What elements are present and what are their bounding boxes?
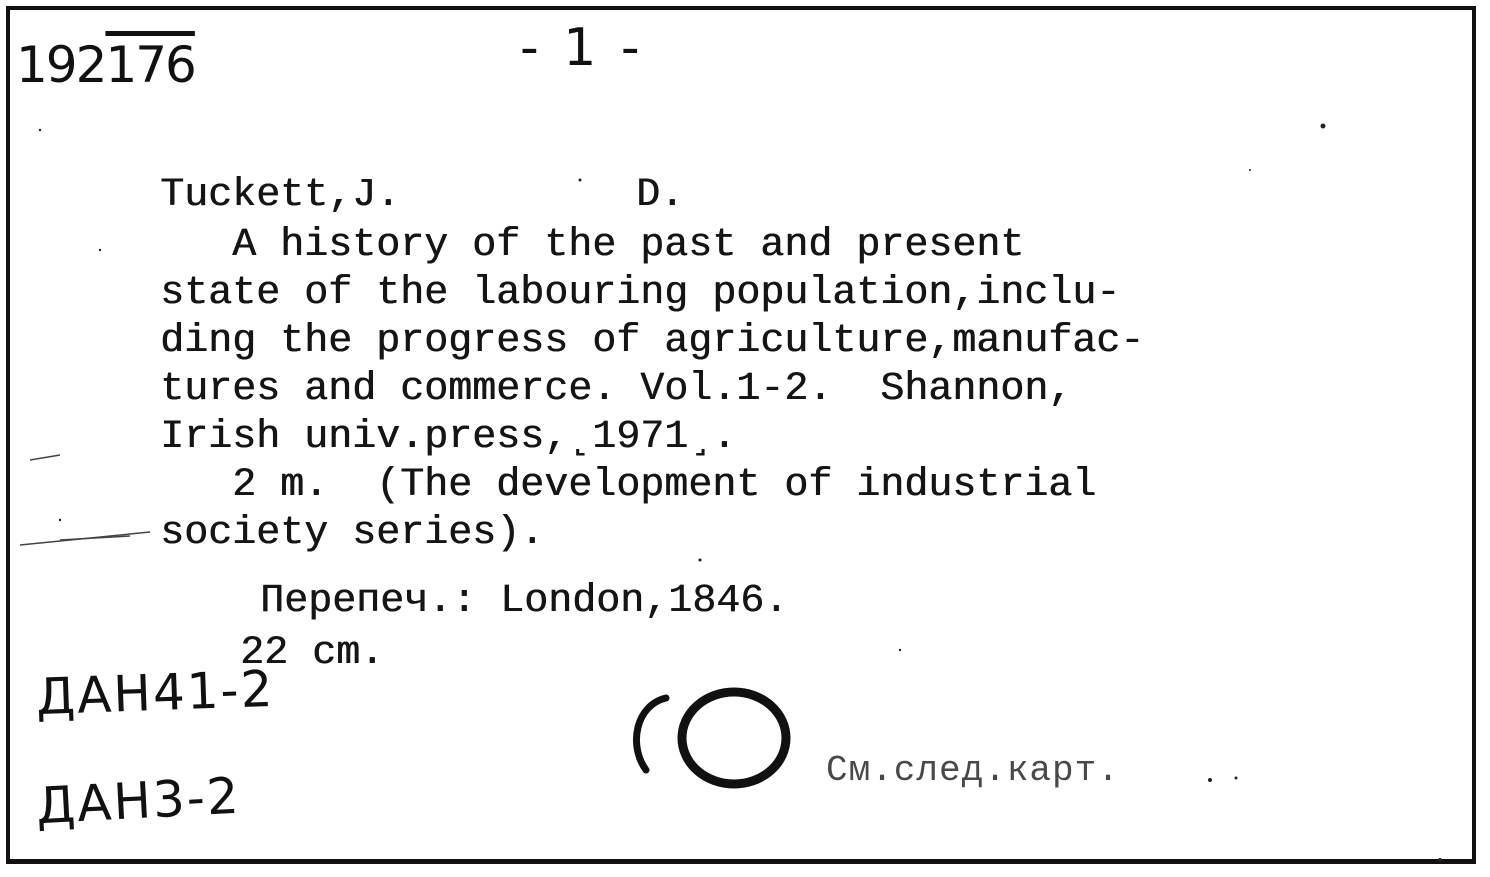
see-next-card-note: См.след.карт. <box>826 750 1120 791</box>
continuation-circle-icon <box>626 680 806 800</box>
call-number <box>16 36 195 94</box>
collation-line: 2 m. (The development of industrial <box>160 463 1097 508</box>
title-line: state of the labouring population,inclu- <box>160 271 1121 316</box>
size-note: 22 cm. <box>240 631 385 676</box>
title-statement <box>160 222 1144 462</box>
title-line: Irish univ.press,˻1971˼. <box>160 415 737 460</box>
call-number-bottom: 176 <box>105 36 195 94</box>
reprint-note: Перепеч.: London,1846. <box>260 579 789 624</box>
author-initial: D. <box>636 173 685 218</box>
call-number-top: 192 <box>16 36 106 94</box>
title-line: ding the progress of agriculture,manufac- <box>160 319 1145 364</box>
collation-line: society series). <box>160 511 545 556</box>
title-line: A history of the past and present <box>160 223 1025 268</box>
collation-statement <box>160 462 1096 558</box>
shelf-mark: ДАН3-2 <box>34 766 242 836</box>
entry-author: Tuckett,J. <box>160 173 401 218</box>
page-marker: - 1 - <box>520 18 644 78</box>
title-line: tures and commerce. Vol.1-2. Shannon, <box>160 367 1073 412</box>
shelf-mark: ДАН41-2 <box>35 659 276 727</box>
